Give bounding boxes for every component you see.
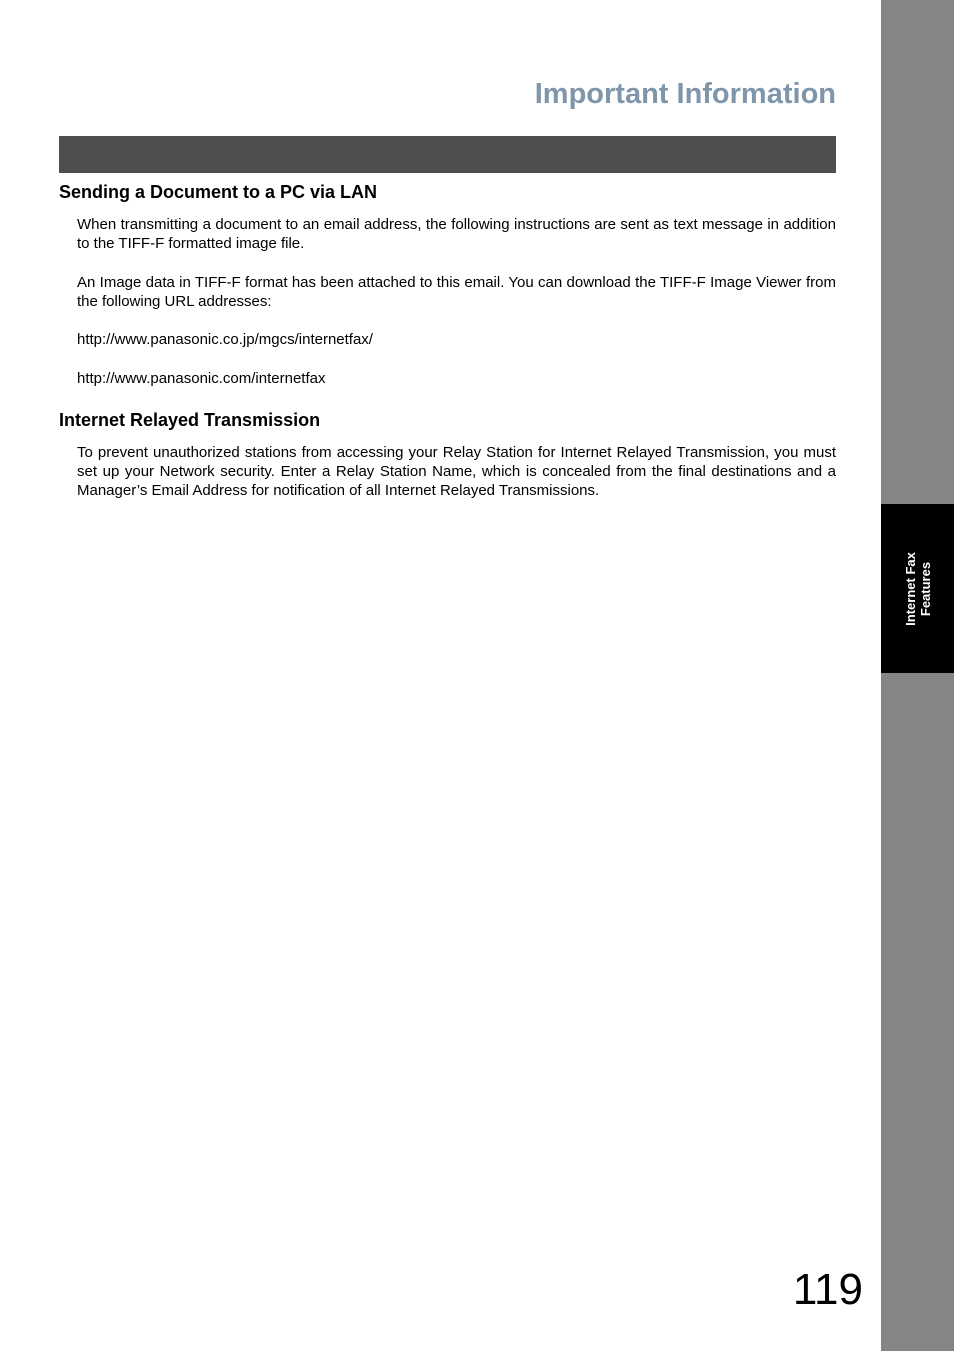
chapter-tab-line1: Internet Fax — [902, 551, 918, 626]
chapter-tab-label — [903, 552, 933, 626]
paragraph-transmit-instructions: When transmitting a document to an email address, the following instructions are sent as text message in addition to the TIFF-F formatted image file. — [77, 216, 836, 252]
chapter-tab-line2: Features — [917, 561, 933, 616]
url-panasonic-com: http://www.panasonic.com/internetfax — [77, 370, 326, 387]
header-band — [59, 136, 836, 173]
url-panasonic-jp: http://www.panasonic.co.jp/mgcs/internetfax/ — [77, 331, 373, 348]
paragraph-relay-security: To prevent unauthorized stations from accessing your Relay Station for Internet Relayed Transmission, you must set up your Network security. Enter a Relay Station Name, which is concealed from the final destinations and a Manager’s Email Address for notification of all Internet Relayed Transmissions. — [77, 444, 836, 499]
chapter-tab — [881, 504, 954, 673]
section-heading-sending-to-pc: Sending a Document to a PC via LAN — [59, 182, 378, 202]
section-heading-relayed-transmission: Internet Relayed Transmission — [59, 410, 321, 430]
paragraph-tiff-viewer: An Image data in TIFF-F format has been attached to this email. You can download the TIFF-F Image Viewer from the following URL addresses: — [77, 274, 836, 310]
page-number: 119 — [792, 1265, 863, 1314]
right-margin-bar — [881, 0, 954, 1351]
page-title: Important Information — [534, 78, 836, 110]
